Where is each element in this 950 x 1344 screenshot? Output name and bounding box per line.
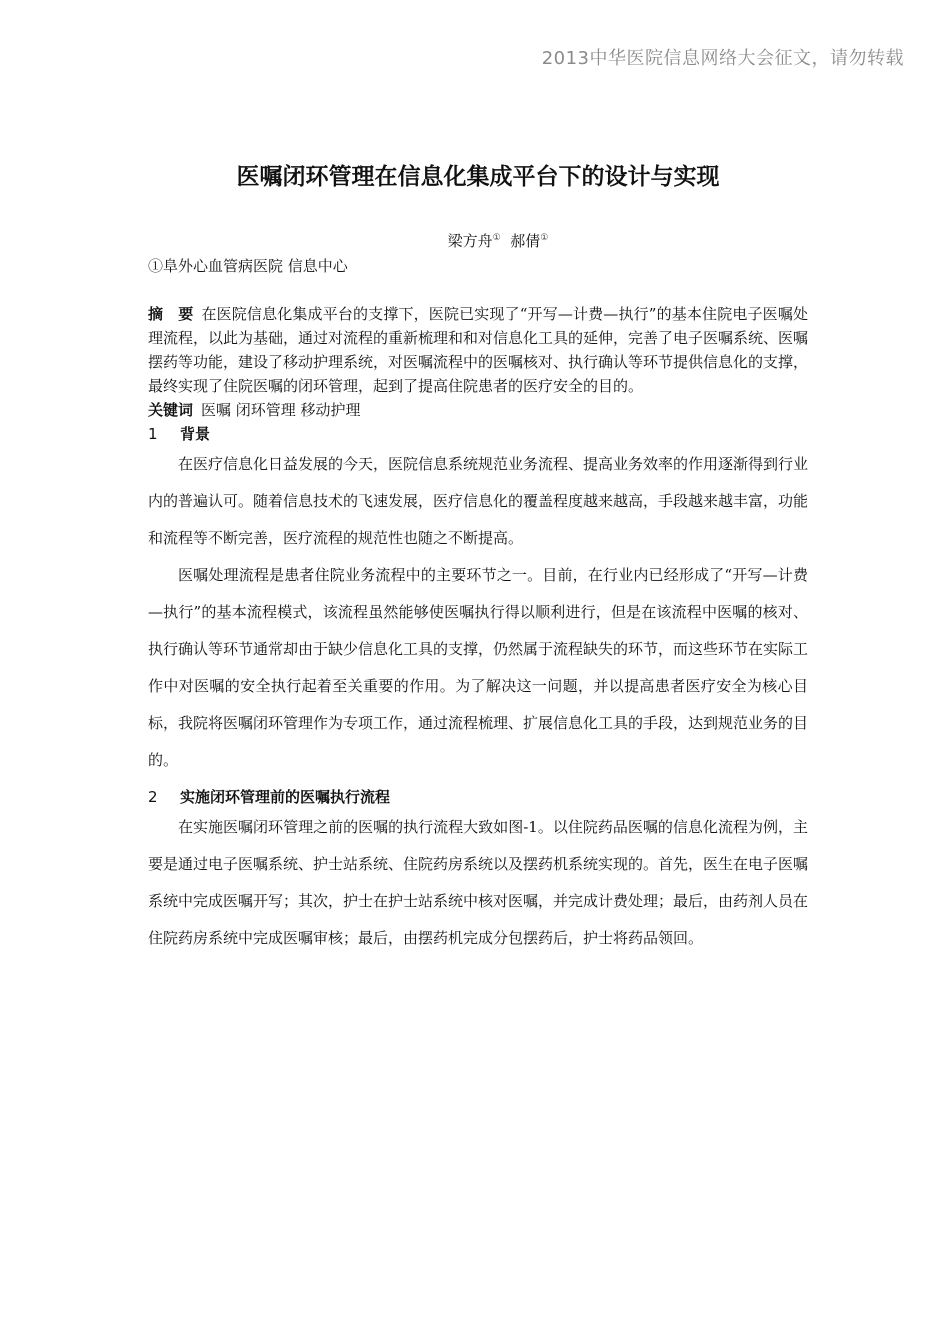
section-heading <box>148 785 808 809</box>
paper-body <box>148 150 808 957</box>
section-number: 1 <box>148 425 158 443</box>
section-number: 2 <box>148 788 158 806</box>
author-name: 郝倩 <box>510 232 541 250</box>
abstract-text: 在医院信息化集成平台的支撑下，医院已实现了“开写—计费—执行”的基本住院电子医嘱处理流程，以此为基础，通过对流程的重新梳理和和对信息化工具的延伸，完善了电子医嘱系统、医嘱摆药等功能，建设了移动护理系统，对医嘱流程中的医嘱核对、执行确认等环节提供信息化的支撑，最终实现了住院医嘱的闭环管理，起到了提高住院患者的医疗安全的目的。 <box>148 305 809 395</box>
section-paragraph: 在实施医嘱闭环管理之前的医嘱的执行流程大致如图-1。以住院药品医嘱的信息化流程为例，主要是通过电子医嘱系统、护士站系统、住院药房系统以及摆药机系统实现的。首先，医生在电子医嘱系统中完成医嘱开写；其次，护士在护士站系统中核对医嘱，并完成计费处理；最后，由药剂人员在住院药房系统中完成医嘱审核；最后，由摆药机完成分包摆药后，护士将药品领回。 <box>148 818 809 947</box>
abstract <box>148 302 808 398</box>
watermark-text: 2013中华医院信息网络大会征文，请勿转载 <box>541 48 904 69</box>
section-paragraph: 医嘱处理流程是患者住院业务流程中的主要环节之一。目前，在行业内已经形成了“开写—计费—执行”的基本流程模式，该流程虽然能够使医嘱执行得以顺利进行，但是在该流程中医嘱的核对、执行确认等环节通常却由于缺少信息化工具的支撑，仍然属于流程缺失的环节，而这些环节在实际工作中对医嘱的安全执行起着至关重要的作用。为了解决这一问题，并以提高患者医疗安全为核心目标，我院将医嘱闭环管理作为专项工作，通过流程梳理、扩展信息化工具的手段，达到规范业务的目的。 <box>148 566 809 769</box>
paper-title: 医嘱闭环管理在信息化集成平台下的设计与实现 <box>236 164 720 190</box>
keywords <box>148 398 808 422</box>
author-line <box>148 230 808 251</box>
author-name: 梁方舟 <box>447 232 493 250</box>
section-title: 实施闭环管理前的医嘱执行流程 <box>180 788 391 806</box>
author-affiliation-mark: ① <box>492 233 501 243</box>
section-paragraph: 在医疗信息化日益发展的今天，医院信息系统规范业务流程、提高业务效率的作用逐渐得到行业内的普遍认可。随着信息技术的飞速发展，医疗信息化的覆盖程度越来越高，手段越来越丰富，功能和流程等不断完善，医疗流程的规范性也随之不断提高。 <box>148 455 809 547</box>
keywords-text: 医嘱 闭环管理 移动护理 <box>201 401 361 419</box>
abstract-label: 摘 要 <box>148 305 194 323</box>
author-affiliation-mark: ① <box>540 233 549 243</box>
section-title: 背景 <box>180 425 211 443</box>
section-heading <box>148 422 808 446</box>
affiliation: ①阜外心血管病医院 信息中心 <box>148 257 348 275</box>
keywords-label: 关键词 <box>148 401 194 419</box>
